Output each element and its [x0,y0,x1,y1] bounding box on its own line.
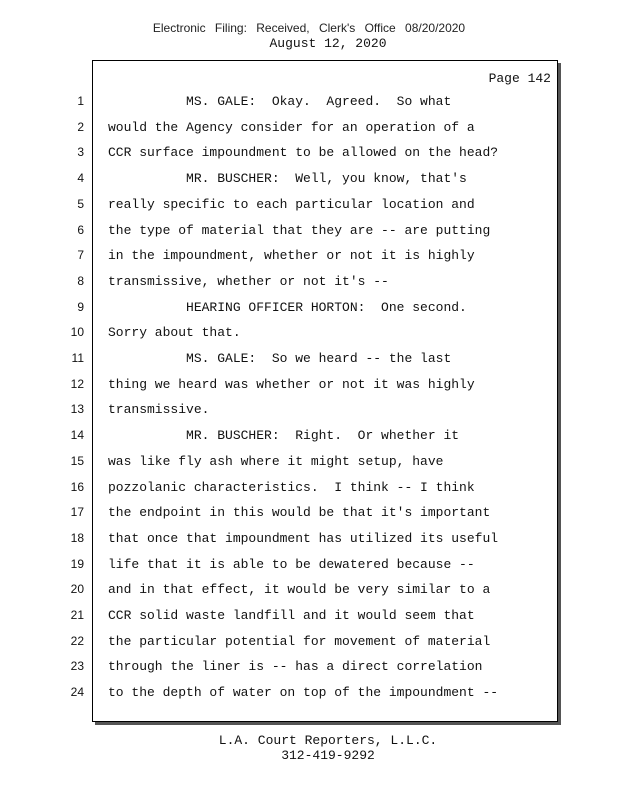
line-text: the endpoint in this would be that it's important [108,505,491,521]
transcript-line [0,577,618,603]
line-text: was like fly ash where it might setup, have [108,453,444,469]
line-text: CCR solid waste landfill and it would seem that [108,608,475,623]
transcript-line [0,500,618,526]
transcript-line [0,423,618,449]
line-number: 12 [70,376,84,391]
line-number: 15 [70,453,84,468]
reporter-company: L.A. Court Reporters, L.L.C. [218,733,438,748]
line-text: transmissive. [108,402,210,418]
line-text: the type of material that they are -- are putting [108,222,491,238]
line-text: really specific to each particular location and [108,196,475,212]
line-text: MS. GALE: Okay. Agreed. So what [108,94,452,109]
line-number: 13 [70,402,84,417]
line-text: Sorry about that. [108,325,241,341]
transcript-line [0,166,618,192]
line-number: 18 [70,530,84,545]
line-number: 24 [70,685,84,700]
line-number: 10 [70,325,84,340]
line-number: 7 [77,248,84,263]
line-text: transmissive, whether or not it's -- [108,273,389,289]
transcript-line [0,526,618,552]
transcript-line [0,397,618,423]
line-text: and in that effect, it would be very similar to a [108,582,491,598]
line-text: pozzolanic characteristics. I think -- I think [108,479,475,495]
line-number: 5 [77,196,84,211]
line-number: 1 [77,94,84,108]
line-text: HEARING OFFICER HORTON: One second. [108,299,467,315]
line-text: MS. GALE: So we heard -- the last [108,351,452,366]
footer [0,733,618,763]
line-number: 17 [70,505,84,520]
transcript-line [0,115,618,141]
transcript-line [0,552,618,578]
line-text: life that it is able to be dewatered because -- [108,556,475,572]
line-number: 8 [77,273,84,288]
transcript-line [0,475,618,501]
transcript-line [0,449,618,475]
transcript-line [0,269,618,295]
transcript-line [0,140,618,166]
transcript-line [0,603,618,629]
line-text: MR. BUSCHER: Right. Or whether it [108,428,460,444]
line-number: 16 [70,479,84,494]
transcript-line [0,372,618,398]
transcript-line [0,295,618,321]
line-number: 21 [70,608,84,622]
line-number: 23 [70,659,84,674]
transcript-line [0,346,618,372]
line-text: that once that impoundment has utilized its useful [108,530,499,546]
line-text: to the depth of water on top of the impoundment -- [108,685,499,701]
transcript-line [0,89,618,115]
line-text: thing we heard was whether or not it was highly [108,376,475,392]
page-number: Page 142 [488,71,551,86]
line-number: 19 [70,556,84,571]
line-number: 22 [70,633,84,648]
transcript-line [0,192,618,218]
line-number: 20 [70,582,84,597]
transcript-date: August 12, 2020 [269,36,387,51]
transcript-line [0,629,618,655]
line-number: 4 [77,171,84,186]
filing-stamp: Electronic Filing: Received, Clerk's Office 08/20/2020 [152,21,466,35]
reporter-phone: 312-419-9292 [281,748,375,763]
line-text: CCR surface impoundment to be allowed on the head? [108,145,499,161]
line-number: 9 [77,299,84,314]
transcript-line [0,654,618,680]
line-number: 14 [70,428,84,443]
line-number: 2 [77,119,84,134]
transcript-line [0,680,618,706]
transcript-line [0,243,618,269]
line-number: 6 [77,222,84,237]
line-number: 11 [71,351,84,365]
line-number: 3 [77,145,84,160]
transcript-line [0,320,618,346]
line-text: through the liner is -- has a direct correlation [108,659,483,675]
line-text: in the impoundment, whether or not it is highly [108,248,475,264]
transcript-line [0,218,618,244]
line-text: MR. BUSCHER: Well, you know, that's [108,171,467,187]
line-text: the particular potential for movement of material [108,633,491,649]
line-text: would the Agency consider for an operation of a [108,119,475,135]
